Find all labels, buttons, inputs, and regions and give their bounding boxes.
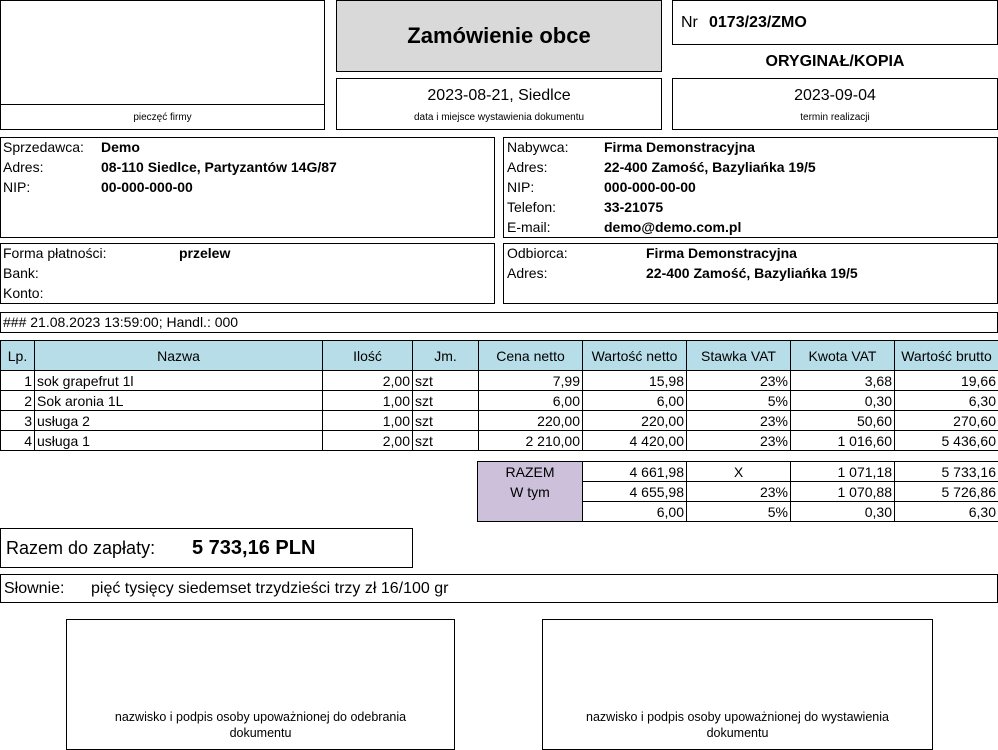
row-unit: szt: [413, 411, 479, 431]
row-lp: 4: [1, 431, 35, 451]
document-number-box: [672, 0, 998, 45]
summary-gross: 6,30: [895, 502, 998, 522]
document-note: ### 21.08.2023 13:59:00; Handl.: 000: [3, 314, 239, 330]
buyer-address: 22-400 Zamość, Bazyliańka 19/5: [604, 159, 816, 175]
seller-address: 08-110 Siedlce, Partyzantów 14G/87: [101, 159, 337, 175]
buyer-phone-label: Telefon:: [507, 199, 557, 215]
buyer-box: [503, 137, 998, 238]
summary-vat: 1 070,88: [791, 482, 895, 502]
buyer-nip-label: NIP:: [507, 179, 535, 195]
recipient-box: [503, 243, 998, 304]
row-unit: szt: [413, 371, 479, 391]
signature-receiver-box: [66, 619, 455, 750]
summary-rate: 23%: [687, 482, 791, 502]
payment-box: [0, 243, 495, 304]
col-header-net-value: Wartość netto: [583, 341, 687, 371]
summary-vat: 1 071,18: [791, 462, 895, 482]
row-vat-amount: 3,68: [791, 371, 895, 391]
buyer-label: Nabywca:: [507, 139, 569, 155]
row-vat-rate: 5%: [687, 391, 791, 411]
row-name: usługa 1: [35, 431, 323, 451]
vat-summary-table: [477, 461, 998, 522]
signature-issuer-box: [542, 619, 933, 750]
recipient-label: Odbiorca:: [507, 245, 568, 261]
buyer-email-label: E-mail:: [507, 219, 551, 235]
company-stamp-caption: pieczęć firmy: [133, 112, 192, 123]
row-qty: 2,00: [323, 371, 413, 391]
summary-labels: [478, 462, 583, 522]
original-copy-label: ORYGINAŁ/KOPIA: [765, 53, 905, 70]
row-qty: 2,00: [323, 431, 413, 451]
seller-box: [0, 137, 495, 238]
summary-gross: 5 733,16: [895, 462, 998, 482]
seller-nip-label: NIP:: [3, 179, 31, 195]
row-lp: 3: [1, 411, 35, 431]
row-net-price: 7,99: [479, 371, 583, 391]
row-gross-value: 270,60: [895, 411, 998, 431]
total-due-label: Razem do zapłaty:: [6, 538, 156, 558]
summary-total-label: RAZEM: [505, 464, 555, 480]
row-name: Sok aronia 1L: [35, 391, 323, 411]
table-row: [1, 431, 998, 451]
col-header-lp: Lp.: [1, 341, 35, 371]
document-number: 0173/23/ZMO: [709, 14, 807, 31]
total-due-box: [0, 528, 413, 568]
seller-label: Sprzedawca:: [3, 139, 84, 155]
summary-rate: 5%: [687, 502, 791, 522]
due-date-box: [672, 78, 998, 130]
row-vat-amount: 1 016,60: [791, 431, 895, 451]
row-unit: szt: [413, 391, 479, 411]
row-vat-amount: 0,30: [791, 391, 895, 411]
table-row: [1, 411, 998, 431]
buyer-email: demo@demo.com.pl: [604, 219, 742, 235]
row-vat-rate: 23%: [687, 431, 791, 451]
row-net-price: 2 210,00: [479, 431, 583, 451]
row-lp: 2: [1, 391, 35, 411]
issue-date-place: 2023-08-21, Siedlce: [427, 87, 571, 104]
payment-method: przelew: [179, 245, 231, 261]
signature-receiver-caption-1: nazwisko i podpis osoby upoważnionej do odebrania: [114, 710, 407, 724]
items-table: [0, 340, 998, 451]
recipient-name: Firma Demonstracyjna: [646, 245, 797, 261]
row-vat-rate: 23%: [687, 371, 791, 391]
summary-net: 6,00: [583, 502, 687, 522]
amount-in-words-box: [0, 574, 998, 603]
col-header-unit: Jm.: [413, 341, 479, 371]
row-net-value: 4 420,00: [583, 431, 687, 451]
table-row: [1, 371, 998, 391]
summary-rate: X: [687, 462, 791, 482]
row-net-value: 15,98: [583, 371, 687, 391]
summary-net: 4 655,98: [583, 482, 687, 502]
table-row: [1, 391, 998, 411]
buyer-name: Firma Demonstracyjna: [604, 139, 755, 155]
buyer-address-label: Adres:: [507, 159, 548, 175]
total-due-amount: 5 733,16 PLN: [192, 537, 316, 559]
signature-issuer-caption-1: nazwisko i podpis osoby upoważnionej do wystawienia: [586, 710, 889, 724]
note-box: [0, 312, 998, 333]
row-name: sok grapefrut 1l: [35, 371, 323, 391]
row-gross-value: 6,30: [895, 391, 998, 411]
payment-method-label: Forma płatności:: [3, 245, 107, 261]
row-gross-value: 19,66: [895, 371, 998, 391]
col-header-vat-amount: Kwota VAT: [791, 341, 895, 371]
summary-row: [478, 462, 998, 482]
issue-date-box: [336, 78, 662, 130]
recipient-address: 22-400 Zamość, Bazyliańka 19/5: [646, 265, 858, 281]
buyer-nip: 000-000-00-00: [604, 179, 696, 195]
row-vat-rate: 23%: [687, 411, 791, 431]
buyer-phone: 33-21075: [604, 199, 664, 215]
seller-address-label: Adres:: [3, 159, 44, 175]
recipient-address-label: Adres:: [507, 265, 548, 281]
row-net-price: 220,00: [479, 411, 583, 431]
row-net-value: 220,00: [583, 411, 687, 431]
col-header-vat-rate: Stawka VAT: [687, 341, 791, 371]
issue-date-caption: data i miejsce wystawienia dokumentu: [413, 112, 585, 123]
col-header-gross-value: Wartość brutto: [895, 341, 998, 371]
items-header-row: [1, 341, 998, 371]
col-header-name: Nazwa: [35, 341, 323, 371]
row-name: usługa 2: [35, 411, 323, 431]
due-date-caption: termin realizacji: [800, 112, 870, 123]
col-header-qty: Ilość: [323, 341, 413, 371]
amount-in-words: pięć tysięcy siedemset trzydzieści trzy zł 16/100 gr: [91, 580, 449, 597]
row-vat-amount: 50,60: [791, 411, 895, 431]
account-label: Konto:: [3, 285, 44, 301]
summary-gross: 5 726,86: [895, 482, 998, 502]
signature-receiver-caption-2: dokumentu: [229, 726, 292, 740]
summary-including-label: W tym: [510, 484, 550, 500]
col-header-net-price: Cena netto: [479, 341, 583, 371]
document-title: Zamówienie obce: [407, 23, 591, 48]
signature-issuer-caption-2: dokumentu: [706, 726, 769, 740]
title-box: [336, 0, 662, 72]
summary-net: 4 661,98: [583, 462, 687, 482]
company-stamp-box: [0, 0, 325, 130]
row-unit: szt: [413, 431, 479, 451]
row-qty: 1,00: [323, 391, 413, 411]
due-date: 2023-09-04: [794, 87, 876, 104]
document-number-label: Nr: [681, 14, 698, 31]
row-net-price: 6,00: [479, 391, 583, 411]
summary-vat: 0,30: [791, 502, 895, 522]
amount-in-words-label: Słownie:: [4, 580, 65, 597]
row-net-value: 6,00: [583, 391, 687, 411]
seller-nip: 00-000-000-00: [101, 179, 193, 195]
row-gross-value: 5 436,60: [895, 431, 998, 451]
seller-name: Demo: [101, 139, 140, 155]
row-qty: 1,00: [323, 411, 413, 431]
bank-label: Bank:: [3, 265, 39, 281]
row-lp: 1: [1, 371, 35, 391]
